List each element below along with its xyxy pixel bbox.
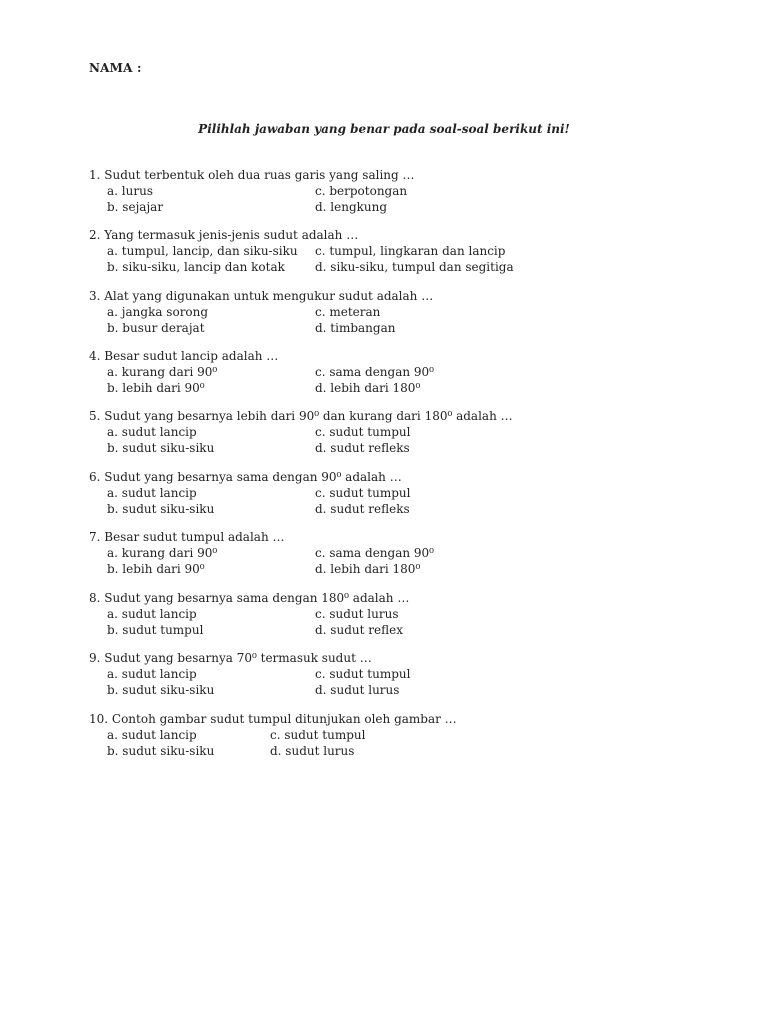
option-d: d. lebih dari 180⁰	[315, 562, 421, 576]
option-d: d. sudut reflex	[315, 623, 403, 637]
option-c: c. sudut tumpul	[315, 667, 411, 681]
option-d: d. siku-siku, tumpul dan segitiga	[315, 260, 514, 274]
option-c: c. sudut lurus	[315, 607, 399, 621]
question-text: 6. Sudut yang besarnya sama dengan 90⁰ adalah …	[89, 470, 402, 484]
question-6	[89, 469, 729, 517]
option-a: a. tumpul, lancip, dan siku-siku	[107, 244, 298, 258]
question-text: 3. Alat yang digunakan untuk mengukur sudut adalah …	[89, 289, 434, 303]
question-2	[89, 227, 729, 275]
option-b: b. sudut siku-siku	[107, 744, 215, 758]
option-row	[89, 424, 729, 440]
question-text: 9. Sudut yang besarnya 70⁰ termasuk sudut …	[89, 651, 372, 665]
option-c: c. sudut tumpul	[315, 486, 411, 500]
question-text: 8. Sudut yang besarnya sama dengan 180⁰ adalah …	[89, 591, 410, 605]
question-text: 1. Sudut terbentuk oleh dua ruas garis yang saling …	[89, 168, 415, 182]
question-4	[89, 348, 729, 396]
option-a: a. sudut lancip	[107, 667, 197, 681]
question-text: 10. Contoh gambar sudut tumpul ditunjukan oleh gambar …	[89, 712, 457, 726]
option-row	[89, 364, 729, 380]
question-9	[89, 650, 729, 698]
option-b: b. siku-siku, lancip dan kotak	[107, 260, 285, 274]
option-row	[89, 622, 729, 638]
option-d: d. sudut lurus	[270, 744, 355, 758]
option-c: c. sudut tumpul	[315, 425, 411, 439]
question-text: 4. Besar sudut lancip adalah …	[89, 349, 279, 363]
option-b: b. busur derajat	[107, 321, 205, 335]
option-c: c. sudut tumpul	[270, 728, 366, 742]
question-text: 5. Sudut yang besarnya lebih dari 90⁰ dan kurang dari 180⁰ adalah …	[89, 409, 513, 423]
option-a: a. lurus	[107, 184, 153, 198]
question-8	[89, 590, 729, 638]
option-a: a. jangka sorong	[107, 305, 209, 319]
question-7	[89, 529, 729, 577]
option-b: b. sudut tumpul	[107, 623, 204, 637]
option-a: a. sudut lancip	[107, 425, 197, 439]
option-row	[89, 561, 729, 577]
option-row	[89, 485, 729, 501]
name-label: NAMA :	[89, 61, 142, 75]
question-3	[89, 288, 729, 336]
option-row	[89, 682, 729, 698]
option-c: c. berpotongan	[315, 184, 408, 198]
option-row	[89, 743, 729, 759]
option-row	[89, 545, 729, 561]
option-c: c. tumpul, lingkaran dan lancip	[315, 244, 506, 258]
instruction-heading	[0, 122, 768, 136]
option-b: b. lebih dari 90⁰	[107, 381, 205, 395]
option-a: a. sudut lancip	[107, 486, 197, 500]
option-c: c. meteran	[315, 305, 381, 319]
option-d: d. lengkung	[315, 200, 388, 214]
option-d: d. timbangan	[315, 321, 396, 335]
option-b: b. sudut siku-siku	[107, 683, 215, 697]
option-row	[89, 727, 729, 743]
option-row	[89, 380, 729, 396]
option-row	[89, 666, 729, 682]
option-d: d. sudut refleks	[315, 441, 410, 455]
option-b: b. sudut siku-siku	[107, 441, 215, 455]
option-row	[89, 183, 729, 199]
option-a: a. kurang dari 90⁰	[107, 546, 218, 560]
question-text: 7. Besar sudut tumpul adalah …	[89, 530, 285, 544]
option-d: d. lebih dari 180⁰	[315, 381, 421, 395]
option-row	[89, 440, 729, 456]
instruction-text: Pilihlah jawaban yang benar pada soal-soal berikut ini!	[198, 122, 570, 136]
question-10	[89, 711, 729, 759]
option-row	[89, 304, 729, 320]
option-b: b. sudut siku-siku	[107, 502, 215, 516]
option-row	[89, 501, 729, 517]
option-d: d. sudut refleks	[315, 502, 410, 516]
option-row	[89, 199, 729, 215]
option-c: c. sama dengan 90⁰	[315, 546, 434, 560]
option-row	[89, 243, 729, 259]
option-a: a. sudut lancip	[107, 728, 197, 742]
option-b: b. sejajar	[107, 200, 164, 214]
question-5	[89, 408, 729, 456]
option-row	[89, 259, 729, 275]
question-1	[89, 167, 729, 215]
option-c: c. sama dengan 90⁰	[315, 365, 434, 379]
option-d: d. sudut lurus	[315, 683, 400, 697]
option-b: b. lebih dari 90⁰	[107, 562, 205, 576]
option-a: a. kurang dari 90⁰	[107, 365, 218, 379]
option-a: a. sudut lancip	[107, 607, 197, 621]
option-row	[89, 606, 729, 622]
question-text: 2. Yang termasuk jenis-jenis sudut adalah …	[89, 228, 359, 242]
option-row	[89, 320, 729, 336]
